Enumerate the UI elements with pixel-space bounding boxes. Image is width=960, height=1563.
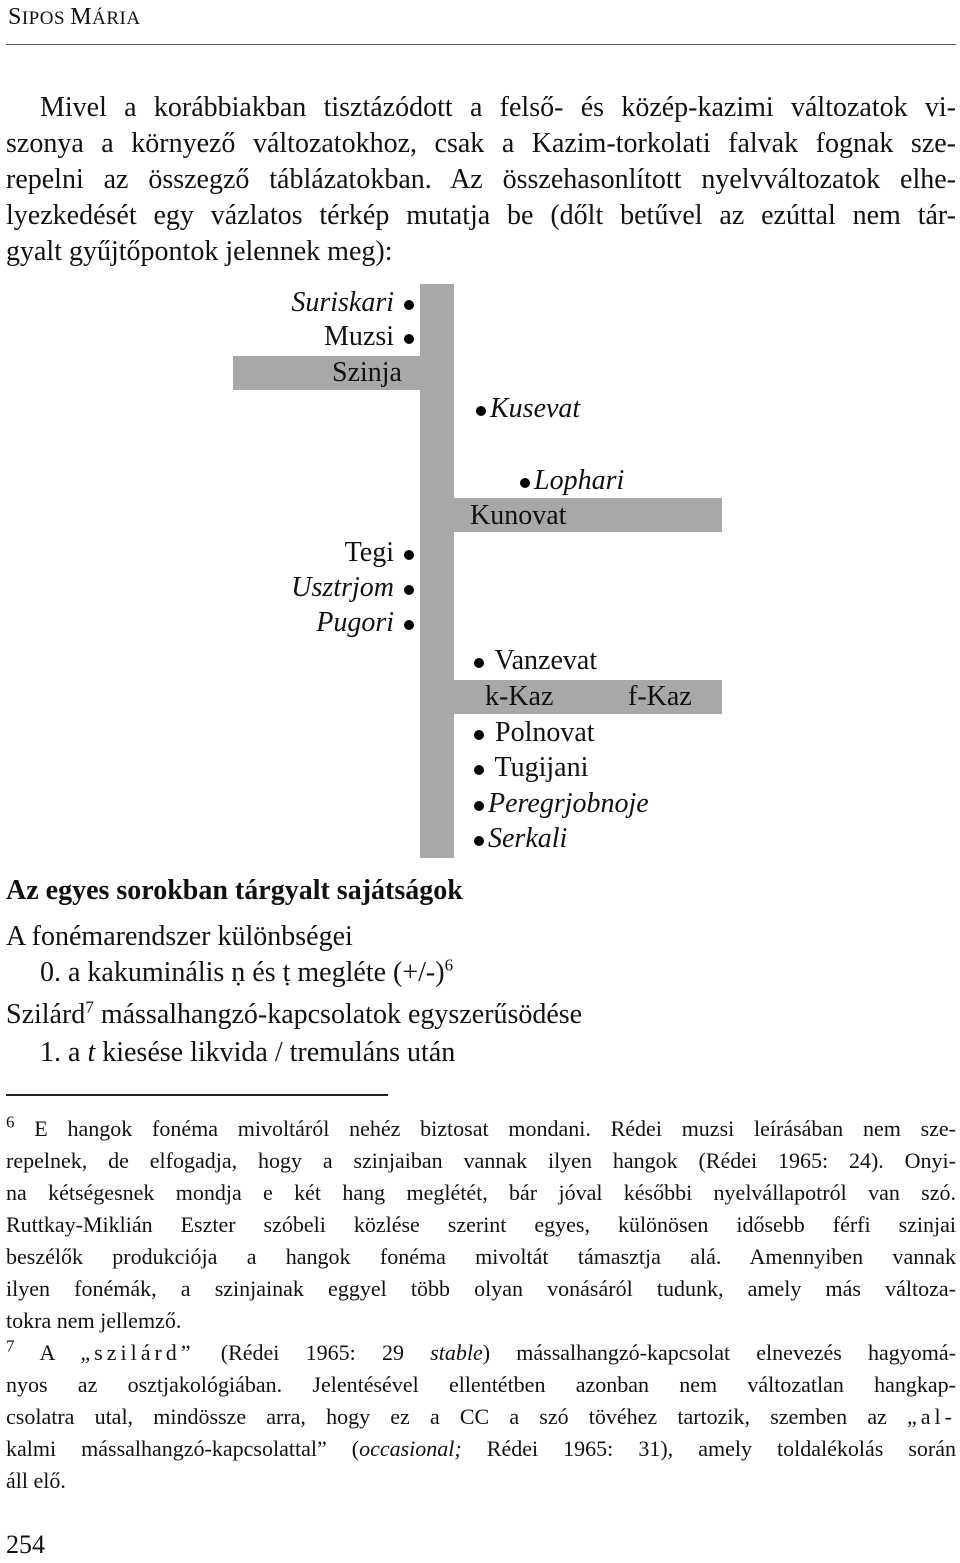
subsection-clusters: Szilárd$^7$ mássalhangzó-kapcsolatok egyszerűsödése <box>6 997 583 1030</box>
map-point-muzsi: Muzsi <box>324 320 418 354</box>
subsection-phonemes: A fonémarendszer különbségei <box>6 921 353 952</box>
map-point-polnovat: Polnovat <box>470 716 595 750</box>
map-point-peregrjobnoje: Peregrjobnoje <box>470 787 649 821</box>
map-point-tegi: Tegi <box>345 536 418 570</box>
dot-icon <box>404 300 414 310</box>
footnote-6 <box>6 1113 956 1337</box>
page-number: 254 <box>6 1530 45 1559</box>
map-label-fkaz: f-Kaz <box>628 681 692 712</box>
running-header: SIPOS MÁRIA <box>8 4 141 30</box>
footnote-ref-6[interactable]: 6 <box>444 955 454 975</box>
dot-icon <box>474 730 484 740</box>
intro-line: repelni az összegző táblázatokban. Az összehasonlított nyelvváltozatok elhe- <box>6 164 956 195</box>
dot-icon <box>404 585 414 595</box>
map-point-suriskari: Suriskari <box>291 286 418 320</box>
header-rule <box>6 44 956 45</box>
dot-icon <box>474 836 484 846</box>
footnote-line: ilyen fonémák, a szinjainak eggyel több olyan vonásáról tudunk, amely más változa- <box>6 1276 956 1301</box>
footnote-line: na kétségesnek mondja e két hang meglétét, bár jóval későbbi nyelvállapotról van szó. <box>6 1180 956 1205</box>
footnote-rule <box>6 1094 388 1096</box>
footnote-7 <box>6 1337 956 1497</box>
map-point-vanzevat: Vanzevat <box>470 644 597 678</box>
dot-icon <box>476 406 486 416</box>
footnote-line: nyos az osztjakológiában. Jelentésével ellentétben azonban nem változatlan hangkap- <box>6 1372 956 1397</box>
dot-icon <box>404 620 414 630</box>
footnote-line: $^6$ E hangok fonéma mivoltáról nehéz biztosat mondani. Rédei muzsi leírásában nem sze- <box>6 1112 956 1141</box>
intro-line: Mivel a korábbiakban tisztázódott a felső- és közép-kazimi változatok vi- <box>40 92 956 123</box>
dot-icon <box>474 801 484 811</box>
footnote-line: Ruttkay-Miklián Eszter szóbeli közlése szerint egyes, különösen idősebb férfi szinjai <box>6 1212 956 1237</box>
footnote-line: repelnek, de elfogadja, hogy a szinjaiban vannak ilyen hangok (Rédei 1965: 24). Onyi- <box>6 1148 956 1173</box>
map-point-serkali: Serkali <box>470 822 567 856</box>
map-point-usztrjom: Usztrjom <box>291 571 418 605</box>
map-point-tugijani: Tugijani <box>470 751 588 785</box>
dot-icon <box>520 478 530 488</box>
map-label-kunovat: Kunovat <box>470 500 567 531</box>
map-label-kkaz: k-Kaz <box>485 681 554 712</box>
footnote-line: $^7$ A „szilárd” (Rédei 1965: 29 stable) mássalhangzó-kapcsolat elnevezés hagyomá- <box>6 1336 956 1365</box>
dot-icon <box>474 658 484 668</box>
item-0: 0. a kakuminális ṇ és ṭ megléte $(+/-)^6$ <box>40 955 454 988</box>
intro-paragraph <box>6 90 956 270</box>
intro-line: lyezkedését egy vázlatos térkép mutatja be (dőlt betűvel az ezúttal nem tár- <box>6 200 956 231</box>
footnote-line: beszélők produkciója a hangok fonéma mivoltát támasztja alá. Amennyiben vannak <box>6 1244 956 1269</box>
footnote-line: csolatra utal, mindössze arra, hogy ez a CC a szó tövéhez tartozik, szemben az „al- <box>6 1404 956 1429</box>
map-label-szinja: Szinja <box>332 357 402 388</box>
footnote-line: kalmi mássalhangzó-kapcsolattal” (occasional; Rédei 1965: 31), amely toldalékolás során <box>6 1436 956 1461</box>
dot-icon <box>404 550 414 560</box>
dot-icon <box>404 334 414 344</box>
section-heading: Az egyes sorokban tárgyalt sajátságok <box>6 875 463 906</box>
intro-line: szonya a környező változatokhoz, csak a Kazim-torkolati falvak fognak sze- <box>6 128 956 159</box>
map-point-lophari: Lophari <box>516 464 624 498</box>
item-1: 1. a t kiesése likvida / tremuláns után <box>40 1037 456 1068</box>
intro-line: gyalt gyűjtőpontok jelennek meg): <box>6 236 393 267</box>
footnote-ref-7[interactable]: 7 <box>85 997 94 1017</box>
map-point-pugori: Pugori <box>316 606 418 640</box>
map-point-kusevat: Kusevat <box>472 392 580 426</box>
footnote-line: áll elő. <box>6 1468 66 1493</box>
footnote-line: tokra nem jellemző. <box>6 1308 182 1333</box>
dot-icon <box>474 765 484 775</box>
